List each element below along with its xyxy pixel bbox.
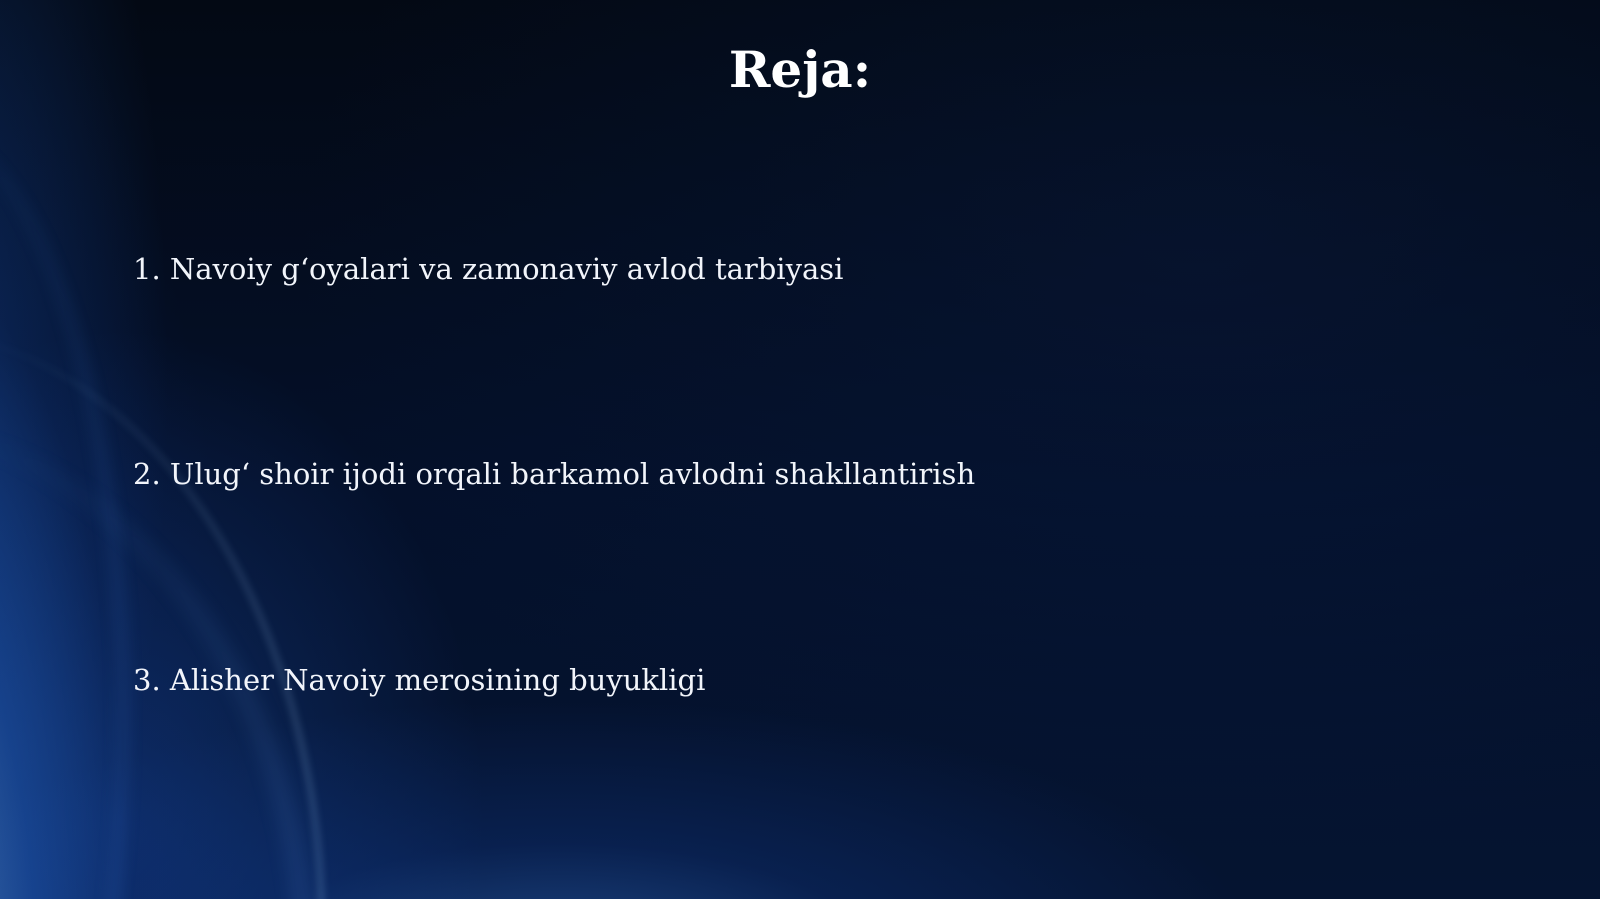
background-light-streak (0, 330, 324, 899)
plan-item-2: 2. Ulug‘ shoir ijodi orqali barkamol avlodni shakllantirish (133, 457, 976, 491)
plan-item-1: 1. Navoiy g‘oyalari va zamonaviy avlod tarbiyasi (133, 252, 844, 286)
background-light-streak (0, 120, 126, 899)
plan-item-3: 3. Alisher Navoiy merosining buyukligi (133, 663, 706, 697)
slide-title: Reja: (728, 40, 872, 99)
